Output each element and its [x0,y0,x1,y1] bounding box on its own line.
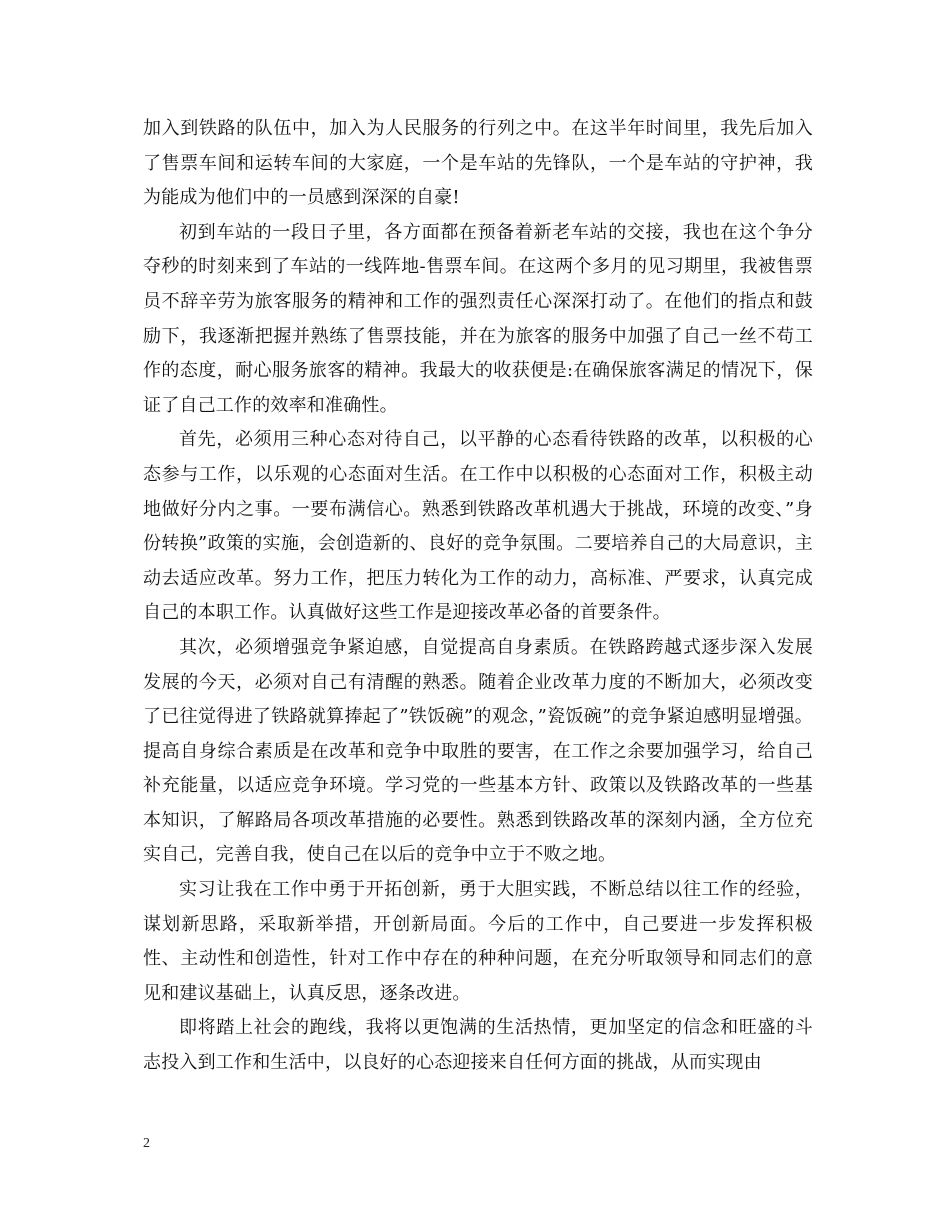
paragraph-5: 实习让我在工作中勇于开拓创新，勇于大胆实践，不断总结以往工作的经验，谋划新思路，采取新举措，开创新局面。今后的工作中，自己要进一步发挥积极性、主动性和创造性，针对工作中存在的种种问题，在充分听取领导和同志们的意见和建议基础上，认真反思，逐条改进。 [143,879,813,1004]
paragraph-6: 即将踏上社会的跑线，我将以更饱满的生活热情，更加坚定的信念和旺盛的斗志投入到工作和生活中，以良好的心态迎接来自任何方面的挑战，从而实现由 [143,1017,813,1074]
paragraph-3: 首先，必须用三种心态对待自己，以平静的心态看待铁路的改革，以积极的心态参与工作，以乐观的心态面对生活。在工作中以积极的心态面对工作，积极主动地做好分内之事。一要布满信心。熟悉到铁路改革机遇大于挑战，环境的改变、”身份转换”政策的实施，会创造新的、良好的竞争氛围。二要培养自己的大局意识，主动去适应改革。努力工作，把压力转化为工作的动力，高标准、严要求，认真完成自己的本职工作。认真做好这些工作是迎接改革必备的首要条件。 [143,429,813,624]
paragraph-4: 其次，必须增强竞争紧迫感，自觉提高自身素质。在铁路跨越式逐步深入发展发展的今天，必须对自己有清醒的熟悉。随着企业改革力度的不断加大，必须改变了已往觉得进了铁路就算捧起了”铁饭碗”的观念，”瓷饭碗”的竞争紧迫感明显增强。提高自身综合素质是在改革和竞争中取胜的要害，在工作之余要加强学习，给自己补充能量，以适应竞争环境。学习党的一些基本方针、政策以及铁路改革的一些基本知识，了解路局各项改革措施的必要性。熟悉到铁路改革的深刻内涵，全方位充实自己，完善自我，使自己在以后的竞争中立于不败之地。 [143,636,813,866]
paragraph-2: 初到车站的一段日子里，各方面都在预备着新老车站的交接，我也在这个争分夺秒的时刻来到了车站的一线阵地-售票车间。在这两个多月的见习期里，我被售票员不辞辛劳为旅客服务的精神和工作的强烈责任心深深打动了。在他们的指点和鼓励下，我逐渐把握并熟练了售票技能，并在为旅客的服务中加强了自己一丝不苟工作的态度，耐心服务旅客的精神。我最大的收获便是:在确保旅客满足的情况下，保证了自己工作的效率和准确性。 [143,221,813,416]
paragraph-1: 加入到铁路的队伍中，加入为人民服务的行列之中。在这半年时间里，我先后加入了售票车间和运转车间的大家庭，一个是车站的先锋队，一个是车站的守护神，我为能成为他们中的一员感到深深的自豪! [143,118,813,209]
page-number: 2 [143,1136,150,1151]
document-body [143,112,813,1081]
